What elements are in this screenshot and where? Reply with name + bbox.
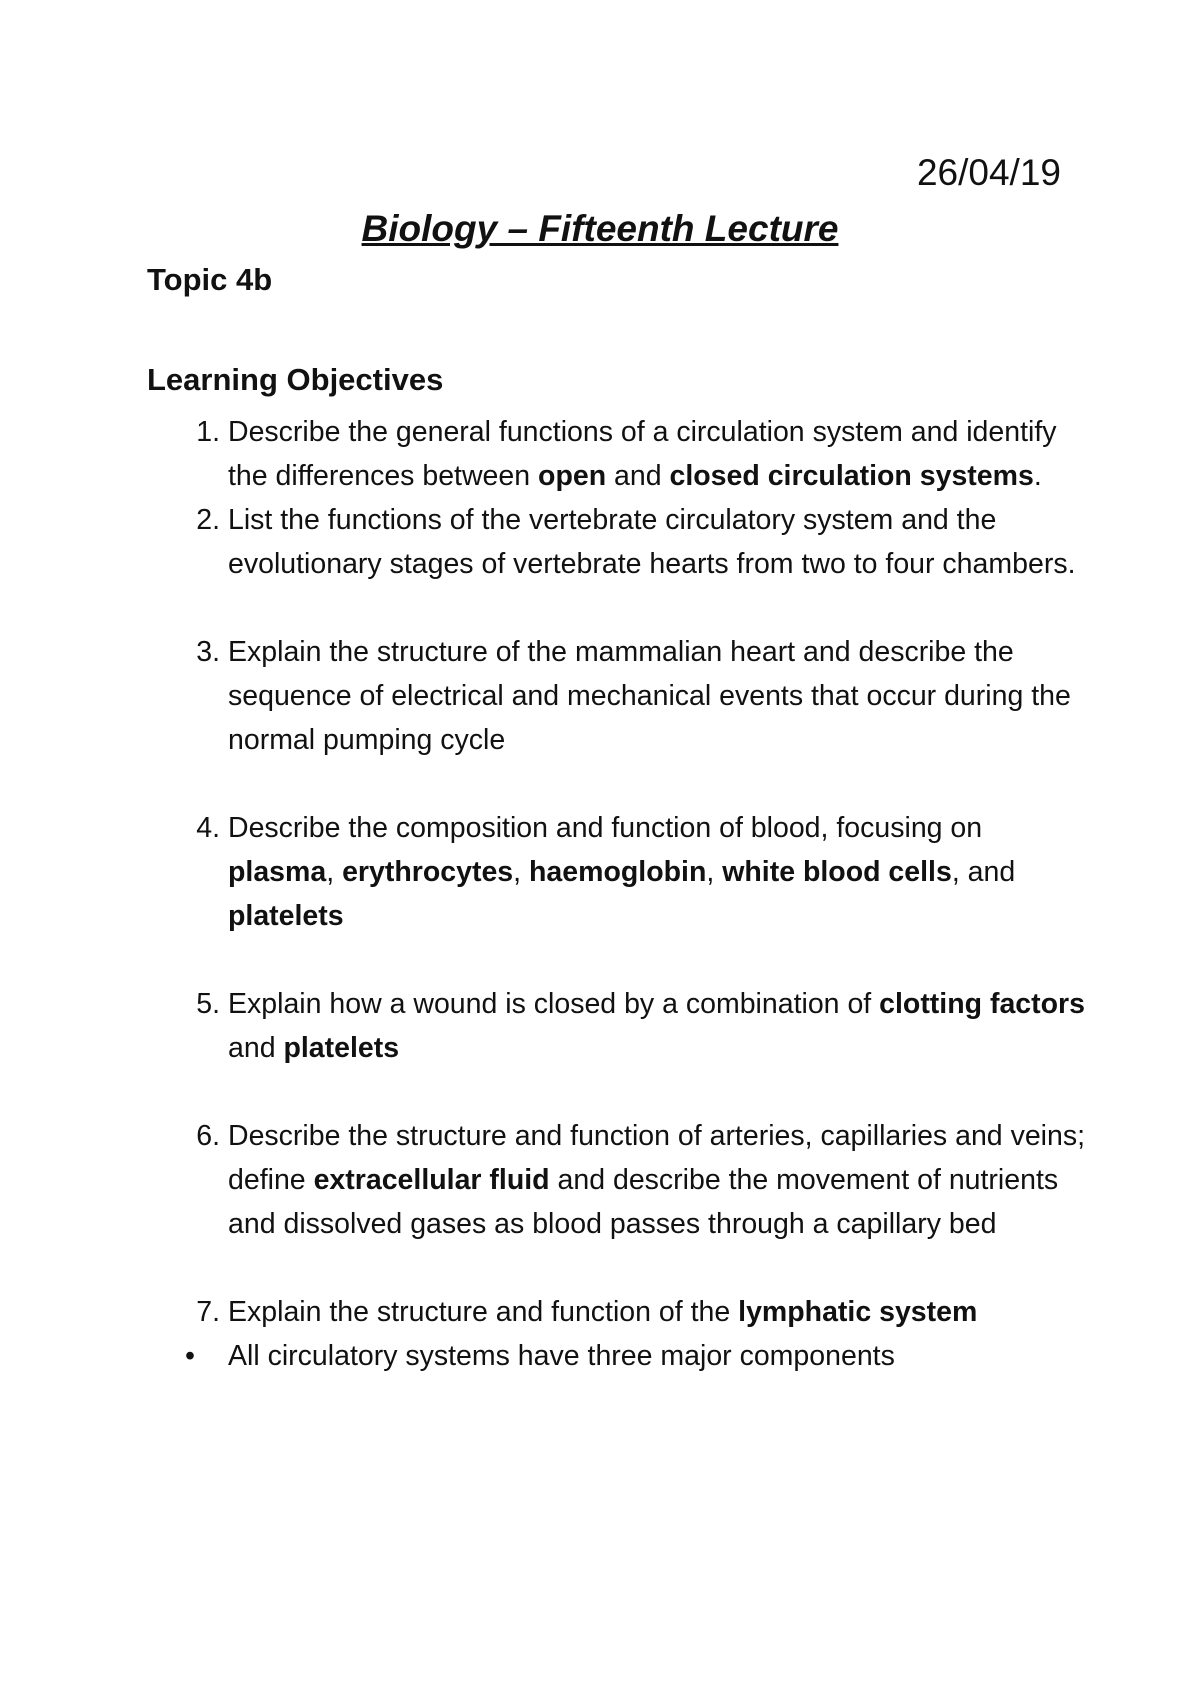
- text-span: and describe the movement of nutrients and dissolved gases as blood passes through a capillary bed: [228, 1164, 1059, 1240]
- objectives-list: [147, 410, 1087, 1378]
- text-span: List the functions of the vertebrate circulatory system and the evolutionary stages of vertebrate hearts from two to four chambers.: [228, 504, 1076, 580]
- bold-term: plasma: [228, 856, 327, 888]
- text-span: Describe the structure and function of arteries, capillaries and veins; define: [228, 1120, 1086, 1196]
- objective-number: 6.: [196, 1120, 220, 1152]
- objective-text: [220, 410, 1087, 498]
- objective-text: [220, 982, 1087, 1070]
- document-title: Biology – Fifteenth Lecture: [361, 208, 839, 249]
- objective-number: 7.: [196, 1296, 220, 1328]
- topic-label: Topic 4b: [147, 262, 273, 297]
- objective-text: [220, 1114, 1087, 1246]
- objective-text: [220, 498, 1087, 586]
- objective-number: 4.: [196, 812, 220, 844]
- objective-text: [220, 1290, 1087, 1334]
- text-span: Describe the composition and function of blood, focusing on: [228, 812, 983, 844]
- text-span: ,: [326, 856, 343, 888]
- objective-number: 5.: [196, 988, 220, 1020]
- objective-item: [147, 806, 1087, 938]
- bullet-text: All circulatory systems have three major components: [228, 1340, 895, 1372]
- objective-item: [147, 630, 1087, 762]
- text-span: and: [228, 1032, 284, 1064]
- bold-term: white blood cells: [722, 856, 952, 888]
- bullet-item: [147, 1334, 1087, 1378]
- bold-term: clotting factors: [879, 988, 1085, 1020]
- objective-text: [220, 806, 1087, 938]
- bold-term: erythrocytes: [342, 856, 514, 888]
- bold-term: haemoglobin: [529, 856, 707, 888]
- objective-number: 1.: [196, 416, 220, 448]
- text-span: ,: [706, 856, 723, 888]
- objective-item: [147, 498, 1087, 586]
- text-span: Explain the structure and function of the: [228, 1296, 739, 1328]
- text-span: Describe the general functions of a circulation system and identify the differences between: [228, 416, 1057, 492]
- bold-term: lymphatic system: [738, 1296, 978, 1328]
- text-span: ,: [513, 856, 530, 888]
- text-span: Explain how a wound is closed by a combination of: [228, 988, 880, 1020]
- objective-number: 3.: [196, 636, 220, 668]
- bold-term: closed circulation systems: [669, 460, 1034, 492]
- objective-item: [147, 410, 1087, 498]
- objective-text: [220, 630, 1087, 762]
- bold-term: platelets: [228, 900, 344, 932]
- objective-number: 2.: [196, 504, 220, 536]
- text-span: Explain the structure of the mammalian heart and describe the sequence of electrical and mechanical events that occur during the normal pumping cycle: [228, 636, 1071, 756]
- bold-term: platelets: [283, 1032, 400, 1064]
- bullet-icon: •: [185, 1340, 195, 1372]
- objective-item: [147, 982, 1087, 1070]
- objective-item: [147, 1290, 1087, 1334]
- text-span: .: [1033, 460, 1042, 492]
- document-date: 26/04/19: [916, 152, 1061, 193]
- bold-term: open: [538, 460, 607, 492]
- section-heading: Learning Objectives: [147, 362, 444, 397]
- text-span: and: [606, 460, 670, 492]
- objective-item: [147, 1114, 1087, 1246]
- bold-term: extracellular fluid: [313, 1164, 550, 1196]
- text-span: , and: [951, 856, 1016, 888]
